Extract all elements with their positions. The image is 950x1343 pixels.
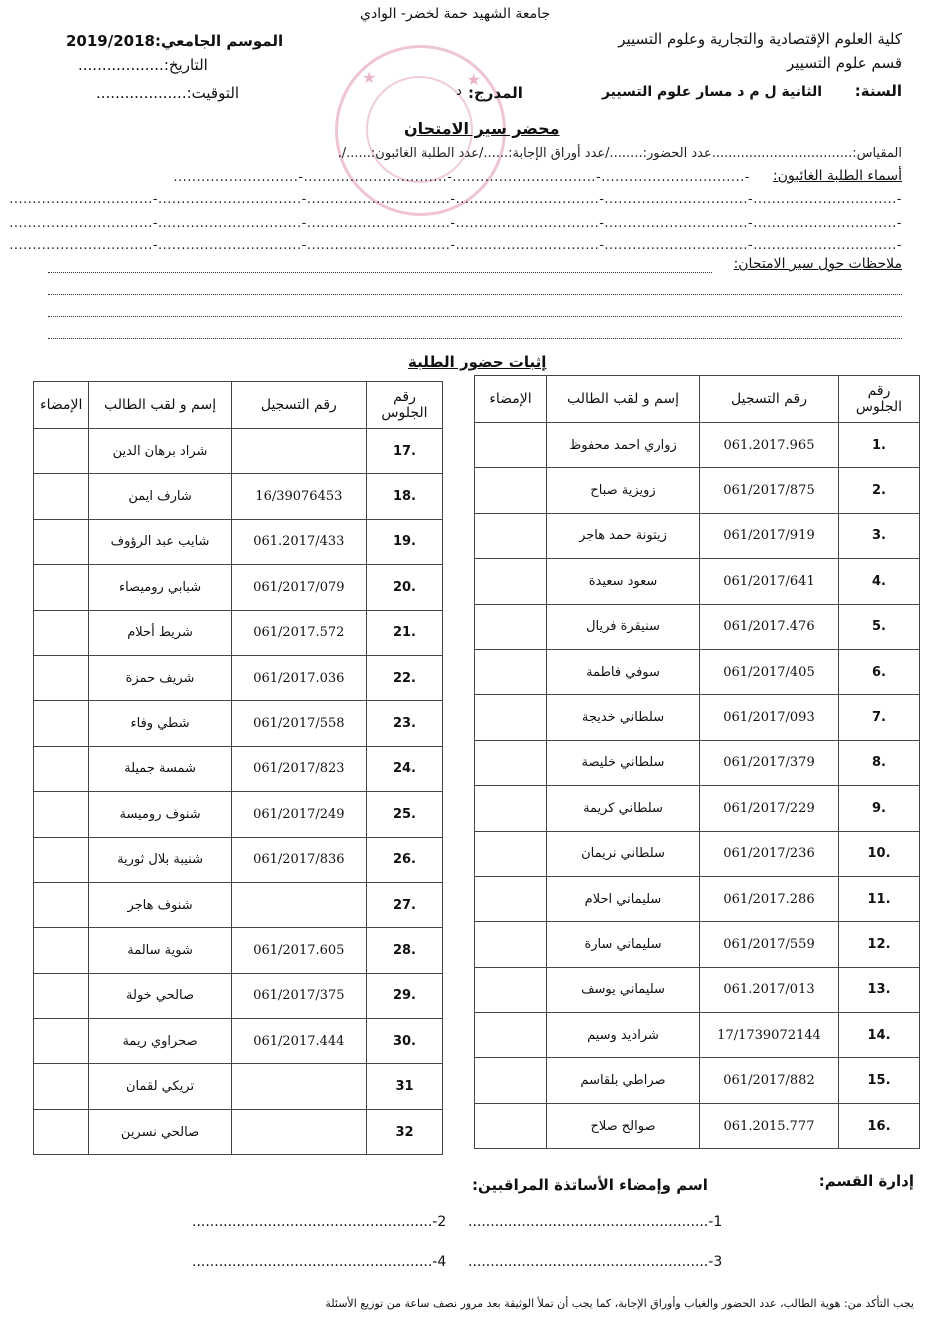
- stamp-star-icon: ★: [362, 68, 377, 87]
- seat-number: 21.: [366, 610, 442, 655]
- seat-number: 27.: [366, 882, 442, 927]
- seat-number: 3.: [839, 513, 920, 558]
- notes-line: [48, 316, 902, 317]
- proctors-label: اسم وإمضاء الأساتذة المراقبين:: [472, 1176, 708, 1194]
- signature-cell: [34, 837, 89, 882]
- student-name: تريكي لقمان: [89, 1064, 231, 1109]
- signature-cell: [475, 786, 547, 831]
- table-row: [475, 831, 920, 876]
- col-seat: رقم الجلوس: [366, 382, 442, 429]
- signature-cell: [34, 655, 89, 700]
- table-row: [475, 922, 920, 967]
- registration-number: 061/2017.036: [231, 655, 366, 700]
- student-name: صالحي خولة: [89, 973, 231, 1018]
- seat-number: 5.: [839, 604, 920, 649]
- table-row: [475, 695, 920, 740]
- registration-number: 061/2017/558: [231, 701, 366, 746]
- registration-number: 061/2017/236: [700, 831, 839, 876]
- seat-number: 19.: [366, 519, 442, 564]
- signature-cell: [475, 604, 547, 649]
- signature-cell: [475, 922, 547, 967]
- registration-number: 061/2017.605: [231, 928, 366, 973]
- registration-number: 061/2017.444: [231, 1019, 366, 1064]
- student-name: سليماني احلام: [547, 876, 700, 921]
- page-title: محضر سير الامتحان: [404, 119, 560, 138]
- table-row: [475, 967, 920, 1012]
- notes-line: [48, 272, 712, 273]
- seat-number: 31: [366, 1064, 442, 1109]
- student-name: شبابي روميصاء: [89, 565, 231, 610]
- absent-row-3: -...............................-...............................-...............................-...............................-...............................-...............................: [9, 216, 902, 231]
- table-row: [475, 649, 920, 694]
- signature-cell: [34, 701, 89, 746]
- signature-cell: [34, 928, 89, 973]
- table-row: [475, 786, 920, 831]
- seat-number: 15.: [839, 1058, 920, 1103]
- table-row: [34, 1064, 443, 1109]
- registration-number: 061/2017.572: [231, 610, 366, 655]
- signature-cell: [34, 1019, 89, 1064]
- table-row: [34, 519, 443, 564]
- footer-note: يجب التأكد من: هوية الطالب، عدد الحضور والغياب وأوراق الإجابة، كما يجب أن تملأ الوثيقة بعد مرور نصف ساعة من توزيع الأسئلة: [325, 1297, 914, 1310]
- student-name: صحراوي ريمة: [89, 1019, 231, 1064]
- registration-number: 061/2017/559: [700, 922, 839, 967]
- table-row: [34, 474, 443, 519]
- table-row: [34, 1109, 443, 1154]
- absent-row-4: -...............................-...............................-...............................-...............................-...............................-...............................: [9, 238, 902, 253]
- seat-number: 14.: [839, 1013, 920, 1058]
- table-row: [475, 604, 920, 649]
- table-row: [34, 746, 443, 791]
- registration-number: 061/2017/375: [231, 973, 366, 1018]
- student-name: سعود سعيدة: [547, 559, 700, 604]
- table-row: [475, 468, 920, 513]
- seat-number: 13.: [839, 967, 920, 1012]
- seat-number: 20.: [366, 565, 442, 610]
- registration-number: 17/1739072144: [700, 1013, 839, 1058]
- registration-number: 061/2017/079: [231, 565, 366, 610]
- seat-number: 9.: [839, 786, 920, 831]
- table-row: [34, 973, 443, 1018]
- registration-number: 061/2017/919: [700, 513, 839, 558]
- year-value: الثانية ل م د مسار علوم التسيير: [601, 84, 822, 100]
- seat-number: 26.: [366, 837, 442, 882]
- table-row: [34, 1019, 443, 1064]
- seat-number: 1.: [839, 423, 920, 468]
- proctor-1: 1-......................................................: [468, 1214, 723, 1230]
- student-name: زويزية صباح: [547, 468, 700, 513]
- student-name: زيتونة حمد هاجر: [547, 513, 700, 558]
- year-label: السنة:: [854, 82, 902, 100]
- signature-cell: [475, 649, 547, 694]
- student-name: شوية سالمة: [89, 928, 231, 973]
- signature-cell: [34, 474, 89, 519]
- table-row: [475, 740, 920, 785]
- registration-number: 061/2017/249: [231, 792, 366, 837]
- col-sign: الإمضاء: [34, 382, 89, 429]
- table-row: [34, 792, 443, 837]
- table-row: [34, 655, 443, 700]
- signature-cell: [475, 1103, 547, 1148]
- signature-cell: [34, 429, 89, 474]
- table-row: [34, 565, 443, 610]
- registration-number: 16/39076453: [231, 474, 366, 519]
- notes-label: ملاحظات حول سير الامتحان:: [733, 256, 902, 272]
- col-reg: رقم التسجيل: [700, 376, 839, 423]
- seat-number: 10.: [839, 831, 920, 876]
- signature-cell: [34, 565, 89, 610]
- table-body-left: [34, 429, 443, 1155]
- signature-cell: [34, 973, 89, 1018]
- room-value: د: [456, 84, 462, 99]
- seat-number: 2.: [839, 468, 920, 513]
- signature-cell: [34, 610, 89, 655]
- registration-number: 061/2017/229: [700, 786, 839, 831]
- signature-cell: [34, 519, 89, 564]
- signature-cell: [475, 740, 547, 785]
- table-row: [34, 882, 443, 927]
- student-name: سلطاني كريمة: [547, 786, 700, 831]
- registration-number: 061/2017.286: [700, 876, 839, 921]
- student-name: صراطي بلقاسم: [547, 1058, 700, 1103]
- seat-number: 6.: [839, 649, 920, 694]
- academic-season: الموسم الجامعي:2019/2018: [66, 32, 284, 50]
- seat-number: 32: [366, 1109, 442, 1154]
- student-name: شنيبة بلال ثورية: [89, 837, 231, 882]
- student-name: سنيقرة فريال: [547, 604, 700, 649]
- signature-cell: [475, 1058, 547, 1103]
- seat-number: 17.: [366, 429, 442, 474]
- registration-number: 061/2017/405: [700, 649, 839, 694]
- col-name: إسم و لقب الطالب: [89, 382, 231, 429]
- proctor-4: 4-......................................................: [192, 1254, 447, 1270]
- signature-cell: [475, 423, 547, 468]
- student-name: زواري احمد محفوظ: [547, 423, 700, 468]
- exam-date: التاريخ:..................: [78, 56, 208, 74]
- student-name: صوالح صلاح: [547, 1103, 700, 1148]
- signature-cell: [34, 792, 89, 837]
- registration-number: 061/2017/875: [700, 468, 839, 513]
- attendance-title: إثبات حضور الطلبة: [408, 353, 547, 371]
- registration-number: 061/2017.476: [700, 604, 839, 649]
- student-name: شراديد وسيم: [547, 1013, 700, 1058]
- table-row: [475, 1103, 920, 1148]
- student-name: سلطاني خليصة: [547, 740, 700, 785]
- attendance-table-right: [474, 375, 920, 1149]
- table-row: [34, 429, 443, 474]
- seat-number: 8.: [839, 740, 920, 785]
- absent-row-1: -...............................-...............................-...............................-...........................: [173, 170, 750, 185]
- registration-number: 061/2017/093: [700, 695, 839, 740]
- student-name: شريف حمزة: [89, 655, 231, 700]
- student-name: سلطاني نريمان: [547, 831, 700, 876]
- signature-cell: [475, 513, 547, 558]
- table-row: [475, 1058, 920, 1103]
- student-name: شنوف هاجر: [89, 882, 231, 927]
- signature-cell: [34, 746, 89, 791]
- student-name: شراد برهان الدين: [89, 429, 231, 474]
- seat-number: 16.: [839, 1103, 920, 1148]
- seat-number: 7.: [839, 695, 920, 740]
- signature-cell: [475, 967, 547, 1012]
- student-name: سليماني يوسف: [547, 967, 700, 1012]
- table-row: [475, 513, 920, 558]
- absent-row-2: -...............................-...............................-...............................-...............................-...............................-...............................: [9, 192, 902, 207]
- registration-number: [231, 882, 366, 927]
- signature-cell: [475, 559, 547, 604]
- student-name: سلطاني خديجة: [547, 695, 700, 740]
- notes-line: [48, 338, 902, 339]
- form-row-subject: المقياس:..................................عدد الحضور:......../عدد أوراق الإجابة:....../عدد الطلبة الغائبون:....../.: [337, 146, 902, 161]
- seat-number: 29.: [366, 973, 442, 1018]
- student-name: شنوف روميسة: [89, 792, 231, 837]
- student-name: سليماني سارة: [547, 922, 700, 967]
- signature-cell: [475, 1013, 547, 1058]
- col-sign: الإمضاء: [475, 376, 547, 423]
- attendance-table-left: [33, 381, 443, 1155]
- registration-number: 061/2017/823: [231, 746, 366, 791]
- col-reg: رقم التسجيل: [231, 382, 366, 429]
- registration-number: 061/2017/379: [700, 740, 839, 785]
- student-name: سوفي فاطمة: [547, 649, 700, 694]
- student-name: شارف ايمن: [89, 474, 231, 519]
- room-label: المدرج:: [468, 84, 523, 102]
- exam-time: التوقيت:...................: [96, 84, 240, 102]
- registration-number: 061.2017/433: [231, 519, 366, 564]
- proctor-2: 2-......................................................: [192, 1214, 447, 1230]
- registration-number: 061.2017.965: [700, 423, 839, 468]
- notes-line: [48, 294, 902, 295]
- student-name: شايب عبد الرؤوف: [89, 519, 231, 564]
- seat-number: 30.: [366, 1019, 442, 1064]
- registration-number: 061.2015.777: [700, 1103, 839, 1148]
- table-row: [34, 837, 443, 882]
- seat-number: 12.: [839, 922, 920, 967]
- registration-number: [231, 429, 366, 474]
- table-row: [475, 559, 920, 604]
- seat-number: 18.: [366, 474, 442, 519]
- table-row: [34, 610, 443, 655]
- signature-cell: [475, 695, 547, 740]
- table-row: [34, 928, 443, 973]
- student-name: صالحي نسرين: [89, 1109, 231, 1154]
- registration-number: 061.2017/013: [700, 967, 839, 1012]
- signature-cell: [34, 882, 89, 927]
- faculty-name: كلية العلوم الإقتصادية والتجارية وعلوم التسيير: [618, 30, 902, 48]
- registration-number: 061/2017/882: [700, 1058, 839, 1103]
- signature-cell: [475, 468, 547, 513]
- signature-cell: [34, 1109, 89, 1154]
- signature-cell: [34, 1064, 89, 1109]
- student-name: شطي وفاء: [89, 701, 231, 746]
- table-row: [34, 701, 443, 746]
- table-row: [475, 1013, 920, 1058]
- table-row: [475, 876, 920, 921]
- table-body-right: [475, 423, 920, 1149]
- registration-number: 061/2017/836: [231, 837, 366, 882]
- col-seat: رقم الجلوس: [839, 376, 920, 423]
- signature-cell: [475, 876, 547, 921]
- university-name: جامعة الشهيد حمة لخضر- الوادي: [360, 6, 551, 22]
- stamp-star-icon: ★: [466, 70, 481, 89]
- department-admin-label: إدارة القسم:: [818, 1172, 914, 1190]
- seat-number: 23.: [366, 701, 442, 746]
- col-name: إسم و لقب الطالب: [547, 376, 700, 423]
- department-name: قسم علوم التسيير: [787, 54, 902, 72]
- seat-number: 11.: [839, 876, 920, 921]
- table-row: [475, 423, 920, 468]
- seat-number: 28.: [366, 928, 442, 973]
- seat-number: 4.: [839, 559, 920, 604]
- seat-number: 24.: [366, 746, 442, 791]
- proctor-3: 3-......................................................: [468, 1254, 723, 1270]
- seat-number: 25.: [366, 792, 442, 837]
- absent-label: أسماء الطلبة الغائبون:: [773, 168, 902, 184]
- student-name: شمسة جميلة: [89, 746, 231, 791]
- registration-number: [231, 1064, 366, 1109]
- registration-number: 061/2017/641: [700, 559, 839, 604]
- seat-number: 22.: [366, 655, 442, 700]
- student-name: شريط أحلام: [89, 610, 231, 655]
- signature-cell: [475, 831, 547, 876]
- registration-number: [231, 1109, 366, 1154]
